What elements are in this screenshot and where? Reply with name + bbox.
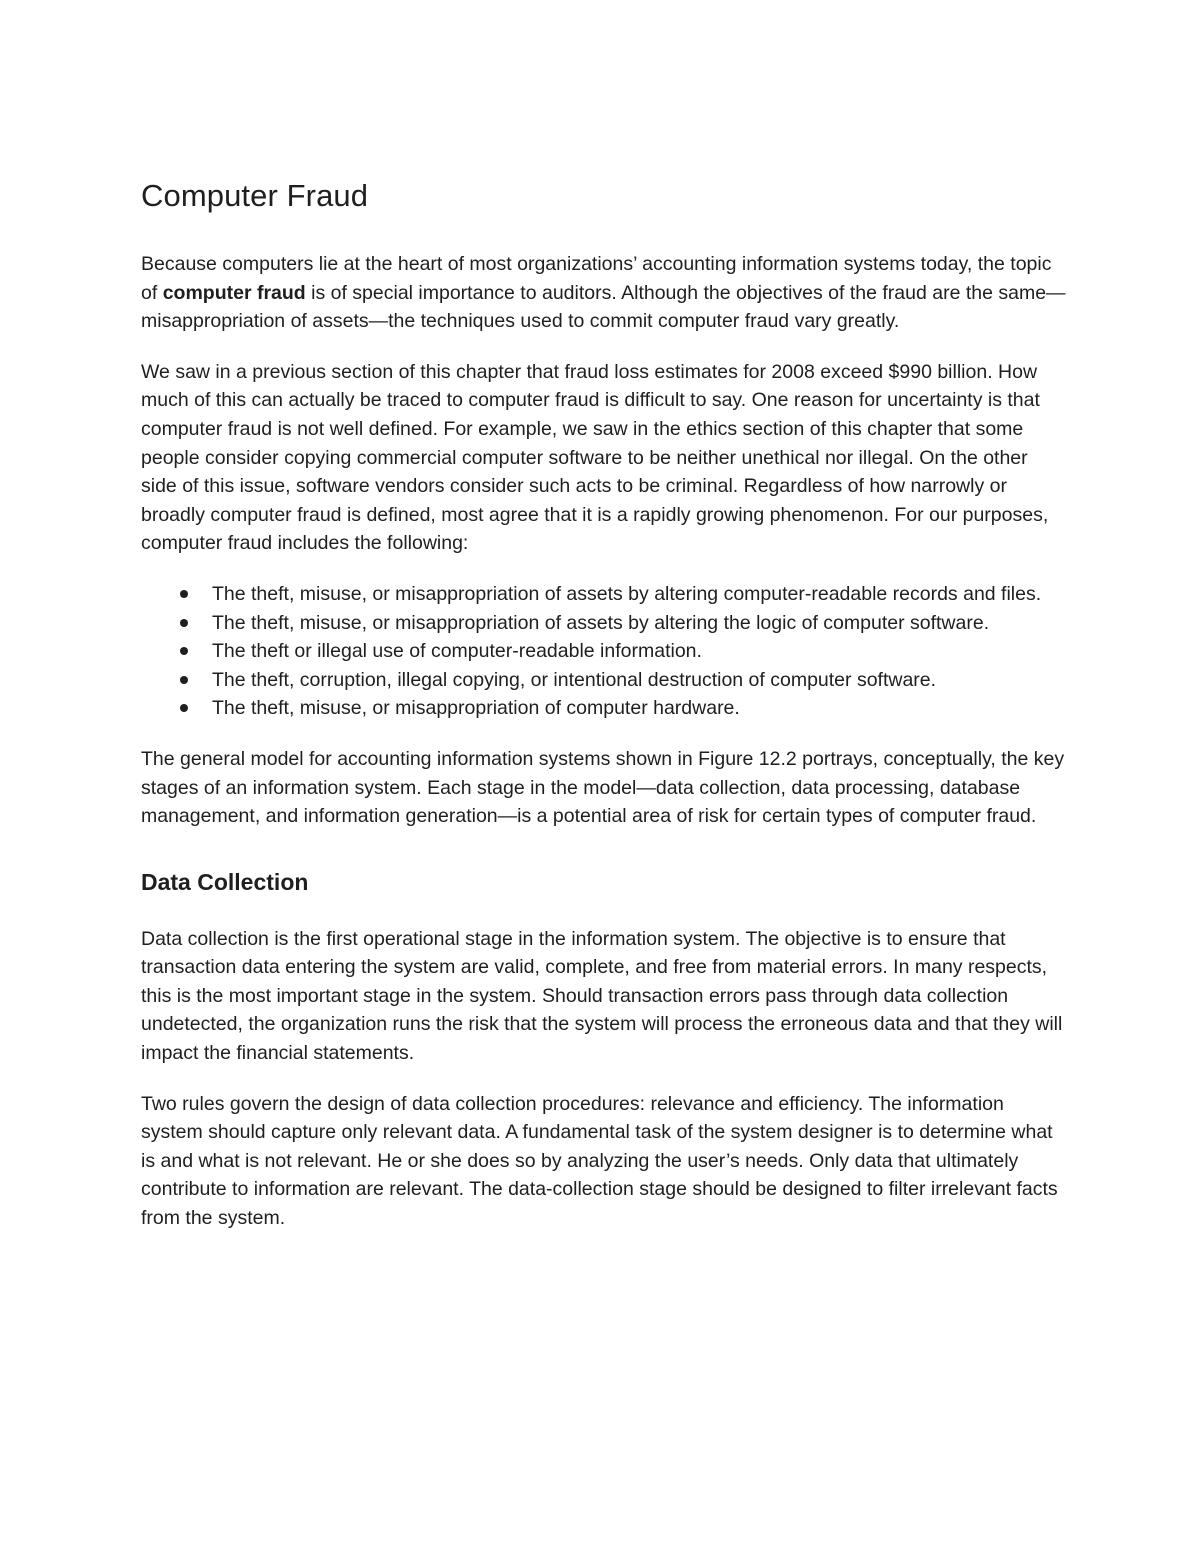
fraud-types-list	[141, 580, 1066, 723]
data-collection-heading: Data Collection	[141, 868, 309, 895]
intro-paragraph-2: We saw in a previous section of this chapter that fraud loss estimates for 2008 exceed $990 billion. How much of this can actually be traced to computer fraud is difficult to say. One reason for uncertainty is that computer fraud is not well defined. For example, we saw in the ethics section of this chapter that some people consider copying commercial computer software to be neither unethical nor illegal. On the other side of this issue, software vendors consider such acts to be criminal. Regardless of how narrowly or broadly computer fraud is defined, most agree that it is a rapidly growing phenomenon. For our purposes, computer fraud includes the following:	[141, 360, 1049, 555]
intro-p1-start: Because computers lie at the heart of most organizations’ accounting information systems today, the topic of	[141, 253, 1052, 304]
list-item-text: The theft, misuse, or misappropriation of computer hardware.	[212, 697, 740, 720]
intro-paragraph-1	[141, 250, 1066, 336]
model-paragraph: The general model for accounting information systems shown in Figure 12.2 portrays, conceptually, the key stages of an information system. Each stage in the model—data collection, data processing, database management, and information generation—is a potential area of risk for certain types of computer fraud.	[141, 747, 1065, 828]
document-page	[141, 176, 1066, 1255]
data-collection-paragraph-2: Two rules govern the design of data collection procedures: relevance and efficiency. The information system should capture only relevant data. A fundamental task of the system designer is to determine what is and what is not relevant. He or she does so by analyzing the user’s needs. Only data that ultimately contribute to information are relevant. The data-collection stage should be designed to filter irrelevant facts from the system.	[141, 1092, 1058, 1230]
bullet-icon	[180, 704, 188, 712]
data-collection-paragraph-1: Data collection is the first operational stage in the information system. The objective is to ensure that transaction data entering the system are valid, complete, and free from material errors. In many respects, this is the most important stage in the system. Should transaction errors pass through data collection undetected, the organization runs the risk that the system will process the erroneous data and that they will impact the financial statements.	[141, 927, 1063, 1065]
intro-p1-end: is of special importance to auditors. Although the objectives of the fraud are the same—misappropriation of assets—the techniques used to commit computer fraud vary greatly.	[141, 281, 1066, 333]
bullet-icon	[180, 590, 188, 598]
list-item-text: The theft or illegal use of computer-readable information.	[212, 640, 702, 663]
list-item	[212, 666, 1066, 695]
bullet-icon	[180, 619, 188, 627]
computer-fraud-term: computer fraud	[162, 281, 306, 304]
bullet-icon	[180, 647, 188, 655]
bullet-icon	[180, 676, 188, 684]
page-title: Computer Fraud	[141, 178, 369, 213]
list-item-text: The theft, misuse, or misappropriation of assets by altering computer-readable records and files.	[212, 582, 1042, 605]
list-item	[212, 580, 1066, 609]
list-item-text: The theft, corruption, illegal copying, or intentional destruction of computer software.	[212, 668, 937, 691]
list-item	[212, 637, 1066, 666]
list-item	[212, 609, 1066, 638]
list-item-text: The theft, misuse, or misappropriation of assets by altering the logic of computer software.	[212, 611, 990, 634]
list-item	[212, 694, 1066, 723]
